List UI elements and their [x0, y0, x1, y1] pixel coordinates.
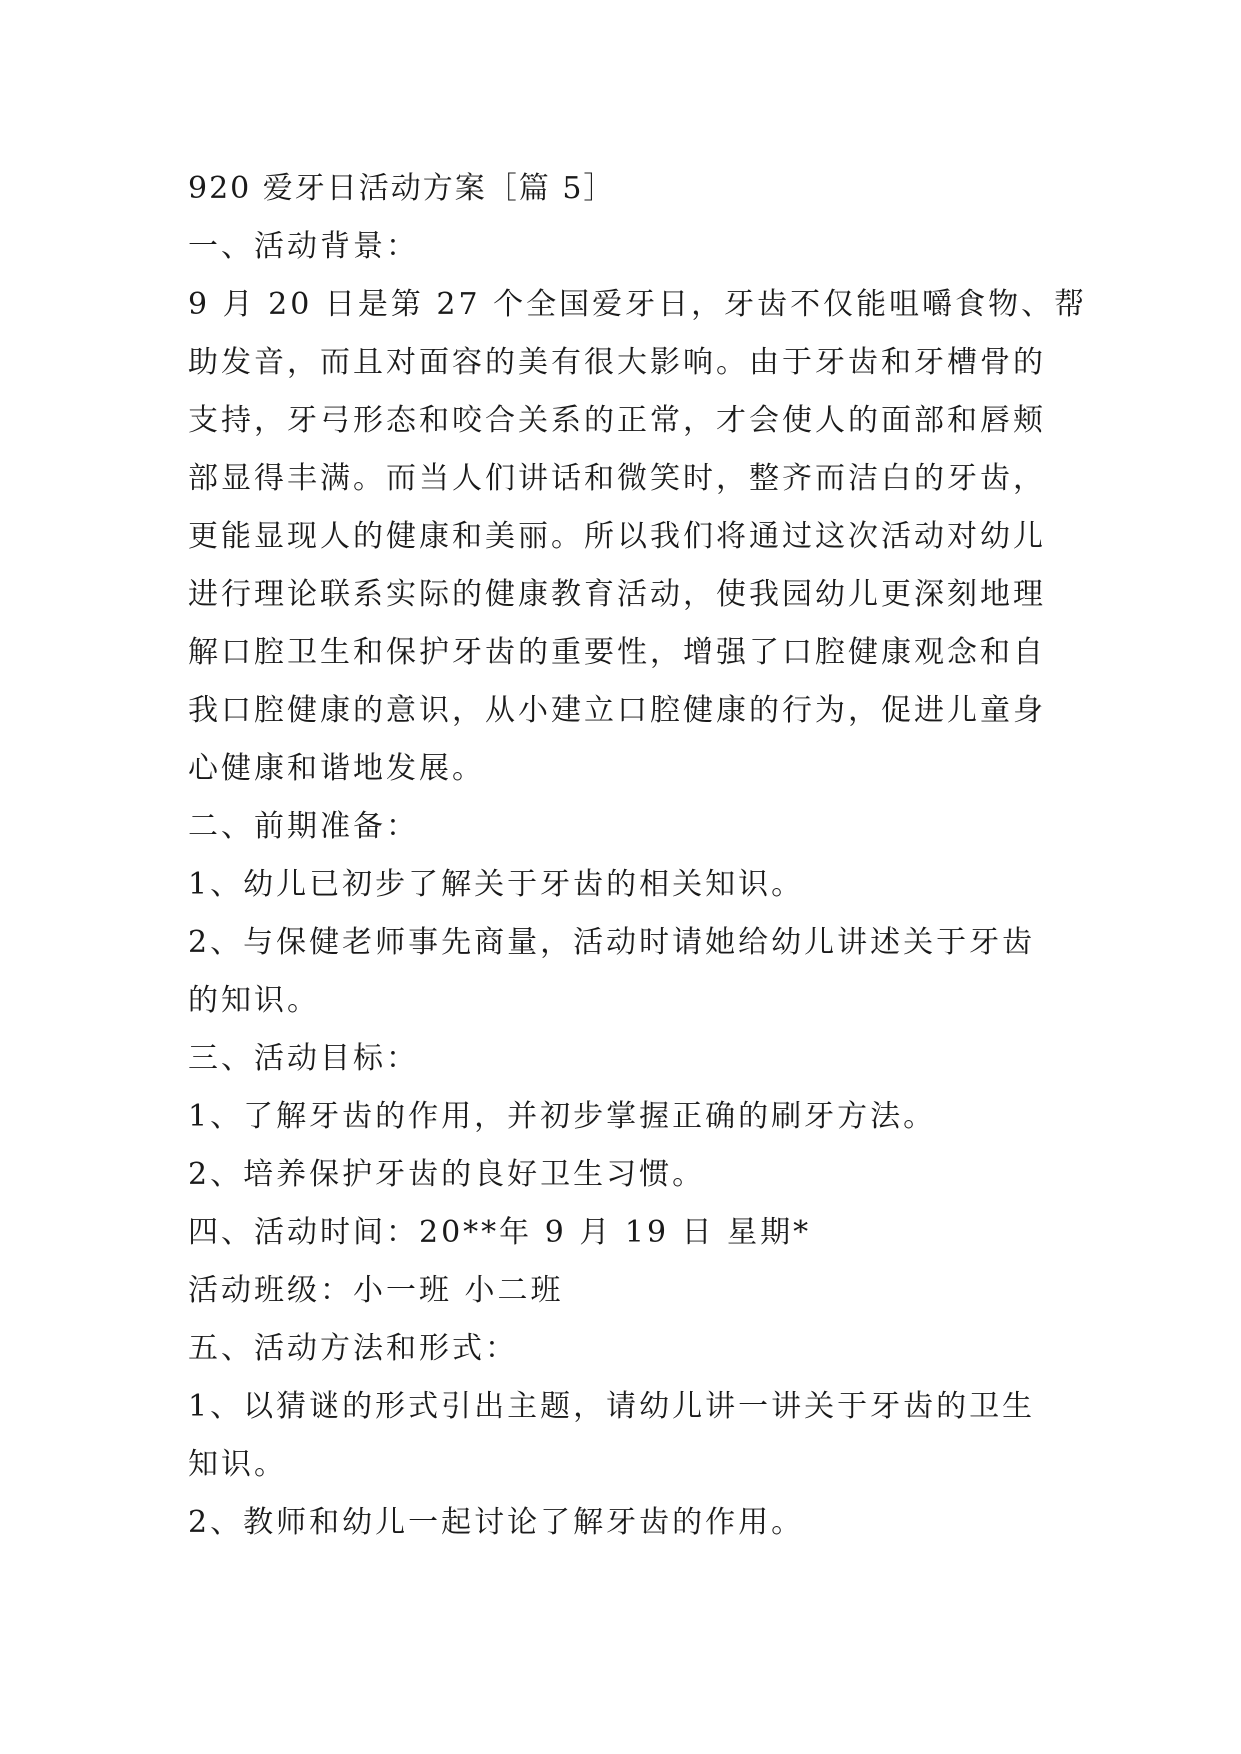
list-item	[188, 1378, 1058, 1494]
section-heading-methods: 五、活动方法和形式：	[188, 1331, 518, 1366]
paragraph-line: 支持，牙弓形态和咬合关系的正常，才会使人的面部和唇颊	[188, 403, 1046, 438]
paragraph-line: 心健康和谐地发展。	[188, 751, 485, 786]
background-paragraph	[188, 276, 1088, 798]
document-page	[188, 160, 1088, 1552]
paragraph-line: 的知识。	[188, 983, 320, 1018]
section-heading-goals: 三、活动目标：	[188, 1041, 419, 1076]
section-heading-time: 四、活动时间：20**年 9 月 19 日 星期*	[188, 1215, 812, 1250]
list-item: 2、培养保护牙齿的良好卫生习惯。	[188, 1157, 706, 1192]
list-item: 1、幼儿已初步了解关于牙齿的相关知识。	[188, 867, 805, 902]
class-info: 活动班级：小一班 小二班	[188, 1273, 564, 1308]
paragraph-line: 进行理论联系实际的健康教育活动，使我园幼儿更深刻地理	[188, 577, 1046, 612]
paragraph-line: 知识。	[188, 1447, 287, 1482]
paragraph-line: 9 月 20 日是第 27 个全国爱牙日，牙齿不仅能咀嚼食物、帮	[188, 287, 1088, 322]
list-item: 2、教师和幼儿一起讨论了解牙齿的作用。	[188, 1505, 805, 1540]
paragraph-line: 1、以猜谜的形式引出主题，请幼儿讲一讲关于牙齿的卫生	[188, 1389, 1036, 1424]
section-heading-background: 一、活动背景：	[188, 229, 419, 264]
list-item	[188, 914, 1058, 1030]
paragraph-line: 我口腔健康的意识，从小建立口腔健康的行为，促进儿童身	[188, 693, 1046, 728]
section-heading-preparation: 二、前期准备：	[188, 809, 419, 844]
paragraph-line: 助发音，而且对面容的美有很大影响。由于牙齿和牙槽骨的	[188, 345, 1046, 380]
list-item: 1、了解牙齿的作用，并初步掌握正确的刷牙方法。	[188, 1099, 937, 1134]
document-title: 920 爱牙日活动方案［篇 5］	[188, 171, 616, 206]
paragraph-line: 解口腔卫生和保护牙齿的重要性，增强了口腔健康观念和自	[188, 635, 1046, 670]
paragraph-line: 2、与保健老师事先商量，活动时请她给幼儿讲述关于牙齿	[188, 925, 1036, 960]
paragraph-line: 更能显现人的健康和美丽。所以我们将通过这次活动对幼儿	[188, 519, 1046, 554]
paragraph-line: 部显得丰满。而当人们讲话和微笑时，整齐而洁白的牙齿，	[188, 461, 1046, 496]
